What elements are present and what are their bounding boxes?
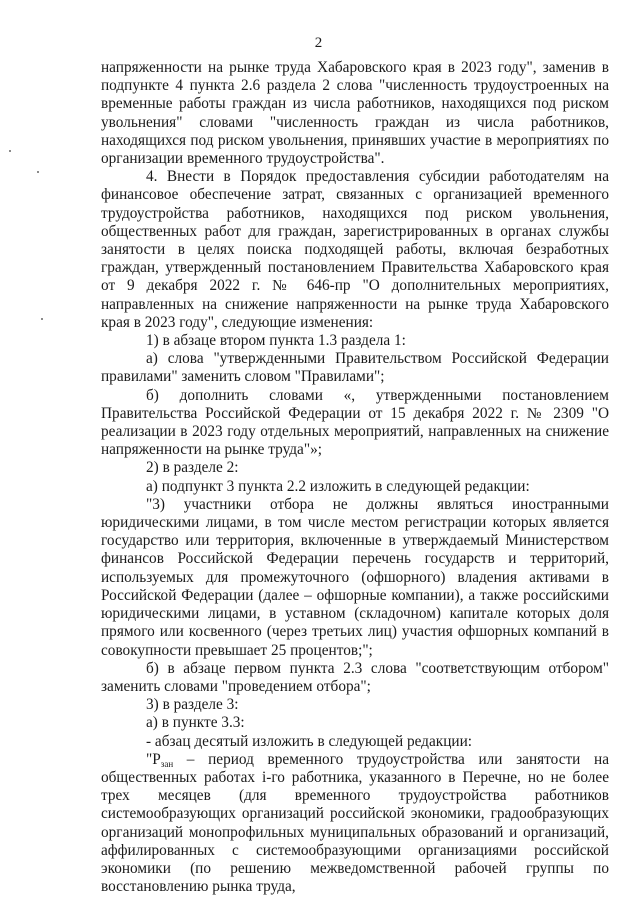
paragraph-subitem-1a: а) слова "утвержденными Правительством Российской Федерации правилами" заменить словом "Правилами"; [101, 350, 609, 386]
paragraph-item-4: 4. Внести в Порядок предоставления субсидии работодателям на финансовое обеспечение затрат, связанных с организацией временного трудоустройства работников, находящихся под риском увольнения, общественных работ для граждан, зарегистрированных в органах службы занятости в целях поиска подходящей работы, включая безработных граждан, утвержденный постановлением Правительства Хабаровского края от 9 декабря 2022 г. № 646-пр "О дополнительных мероприятиях, направленных на снижение напряженности на рынке труда Хабаровского края в 2023 году", следующие изменения: [101, 168, 609, 331]
formula-symbol: "P [146, 750, 161, 768]
formula-subscript: зан [160, 758, 174, 769]
paragraph-subitem-3: 3) в разделе 3: [146, 696, 239, 714]
page-number: 2 [314, 35, 323, 51]
paragraph-subitem-3a: а) в пункте 3.3: [146, 714, 245, 732]
paragraph-formula-definition [101, 751, 609, 897]
document-body [101, 59, 609, 896]
paragraph-subitem-2: 2) в разделе 2: [146, 459, 239, 477]
formula-definition-text: – период временного трудоустройства или занятости на общественных работах i-го работника, указанного в Перечне, но не более трех месяцев (для временного трудоустройства работников системообразующих организаций российской экономики, градообразующих организаций монопрофильных муниципальных образований и организаций, аффилированных с системообразующими организациями российской экономики (по решению межведомственной рабочей группы по восстановлению рынка труда, [101, 750, 609, 896]
scan-speck [37, 171, 39, 173]
paragraph: напряженности на рынке труда Хабаровского края в 2023 году", заменив в подпункте 4 пункта 2.6 раздела 2 слова "численность трудоустроенных на временные работы граждан из числа работников, находящихся под риском увольнения" словами "численность граждан из числа работников, находящихся под риском увольнения, принявших участие в мероприятиях по организации временного трудоустройства". [101, 59, 609, 168]
paragraph-dash-item: - абзац десятый изложить в следующей редакции: [146, 732, 472, 750]
paragraph-subitem-1b: б) дополнить словами «, утвержденными постановлением Правительства Российской Федерации от 15 декабря 2022 г. № 2309 "О реализации в 2023 году отдельных мероприятий, направленных на снижение напряженности на рынке труда"»; [101, 386, 609, 459]
paragraph-subitem-2a: а) подпункт 3 пункта 2.2 изложить в следующей редакции: [146, 477, 530, 495]
scan-speck [41, 318, 43, 320]
paragraph-subitem-1: 1) в абзаце втором пункта 1.3 раздела 1: [146, 332, 406, 350]
paragraph-subitem-2b: б) в абзаце первом пункта 2.3 слова "соответствующим отбором" заменить словами "проведением отбора"; [101, 659, 609, 695]
scan-speck [9, 150, 11, 152]
paragraph-quoted-text: "3) участники отбора не должны являться иностранными юридическими лицами, в том числе местом регистрации которых является государство или территория, включенные в утверждаемый Министерством финансов Российской Федерации перечень государств и территорий, используемых для промежуточного (офшорного) владения активами в Российской Федерации (далее – офшорные компании), а также российскими юридическими лицами, в уставном (складочном) капитале которых доля прямого или косвенного (через третьих лиц) участия офшорных компаний в совокупности превышает 25 процентов;"; [101, 495, 609, 659]
